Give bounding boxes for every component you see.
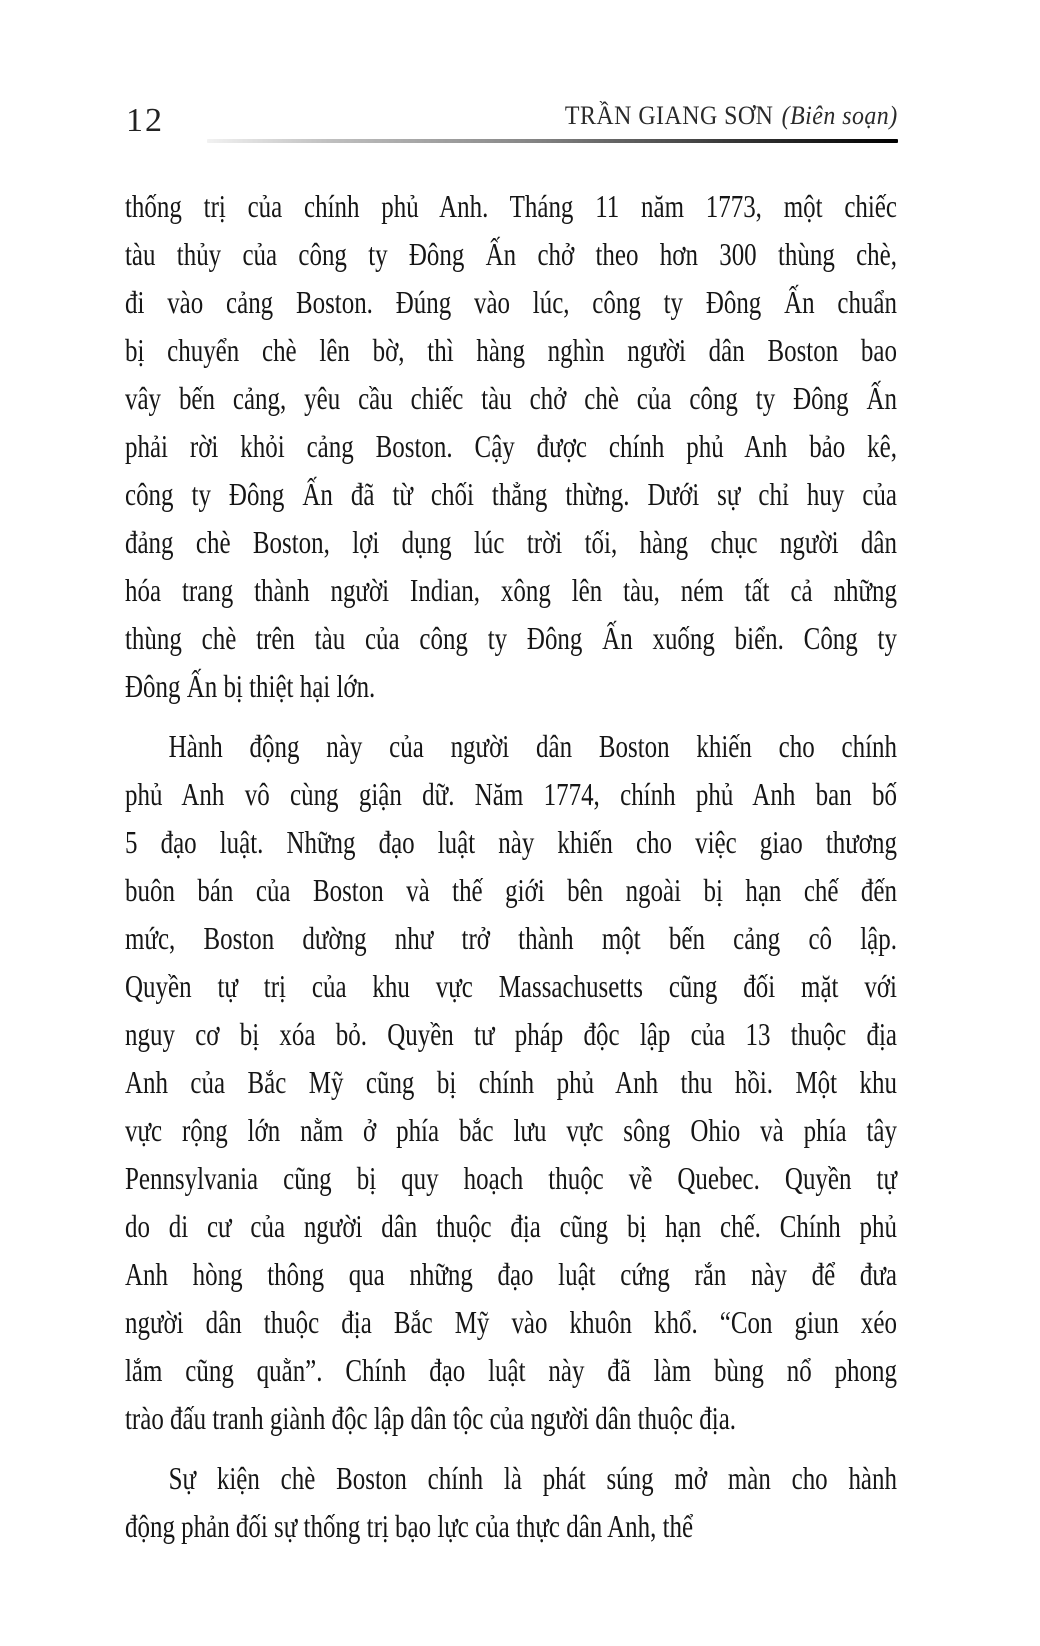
running-header-author: TRẦN GIANG SƠN — [565, 101, 774, 130]
text-line: buôn bán của Boston và thế giới bên ngoài bị hạn chế đến — [125, 872, 897, 908]
text-line: Anh của Bắc Mỹ cũng bị chính phủ Anh thu hồi. Một khu — [125, 1064, 897, 1100]
header-rule — [207, 139, 898, 143]
text-line: động phản đối sự thống trị bạo lực của thực dân Anh, thể — [125, 1508, 694, 1544]
paragraph — [125, 182, 897, 710]
text-line: nguy cơ bị xóa bỏ. Quyền tư pháp độc lập của 13 thuộc địa — [125, 1016, 897, 1052]
body-text — [125, 182, 897, 1550]
paragraph — [125, 722, 897, 1442]
text-line: vây bến cảng, yêu cầu chiếc tàu chở chè của công ty Đông Ấn — [125, 380, 897, 416]
text-line: do di cư của người dân thuộc địa cũng bị hạn chế. Chính phủ — [125, 1208, 897, 1244]
text-line: Đông Ấn bị thiệt hại lớn. — [125, 668, 376, 704]
running-header-role: (Biên soạn) — [781, 101, 898, 130]
text-line: Anh hòng thông qua những đạo luật cứng rắn này để đưa — [125, 1256, 897, 1292]
paragraph — [125, 1454, 897, 1550]
text-line: vực rộng lớn nằm ở phía bắc lưu vực sông Ohio và phía tây — [125, 1112, 897, 1148]
text-line: 5 đạo luật. Những đạo luật này khiến cho việc giao thương — [125, 824, 897, 860]
page-number: 12 — [126, 102, 164, 139]
text-line: người dân thuộc địa Bắc Mỹ vào khuôn khổ. “Con giun xéo — [125, 1304, 897, 1340]
text-line: lắm cũng quằn”. Chính đạo luật này đã làm bùng nổ phong — [125, 1352, 897, 1388]
text-line: thống trị của chính phủ Anh. Tháng 11 năm 1773, một chiếc — [125, 188, 897, 224]
text-line: đi vào cảng Boston. Đúng vào lúc, công ty Đông Ấn chuẩn — [125, 284, 897, 320]
text-line: Quyền tự trị của khu vực Massachusetts cũng đối mặt với — [125, 968, 897, 1004]
text-line: Sự kiện chè Boston chính là phát súng mở màn cho hành — [168, 1460, 897, 1496]
text-line: trào đấu tranh giành độc lập dân tộc của người dân thuộc địa. — [125, 1400, 737, 1436]
text-line: phải rời khỏi cảng Boston. Cậy được chính phủ Anh bảo kê, — [125, 428, 897, 464]
text-line: công ty Đông Ấn đã từ chối thẳng thừng. Dưới sự chỉ huy của — [125, 476, 897, 512]
text-line: bị chuyển chè lên bờ, thì hàng nghìn người dân Boston bao — [125, 332, 897, 368]
running-header — [565, 101, 898, 131]
text-line: hóa trang thành người Indian, xông lên tàu, ném tất cả những — [125, 572, 897, 608]
text-line: tàu thủy của công ty Đông Ấn chở theo hơn 300 thùng chè, — [125, 236, 897, 272]
text-line: mức, Boston dường như trở thành một bến cảng cô lập. — [125, 920, 897, 956]
text-line: Pennsylvania cũng bị quy hoạch thuộc về Quebec. Quyền tự — [125, 1160, 897, 1196]
text-line: Hành động này của người dân Boston khiến cho chính — [168, 728, 897, 764]
text-line: thùng chè trên tàu của công ty Đông Ấn xuống biển. Công ty — [125, 620, 897, 656]
text-line: phủ Anh vô cùng giận dữ. Năm 1774, chính phủ Anh ban bố — [125, 776, 897, 812]
text-line: đảng chè Boston, lợi dụng lúc trời tối, hàng chục người dân — [125, 524, 897, 560]
